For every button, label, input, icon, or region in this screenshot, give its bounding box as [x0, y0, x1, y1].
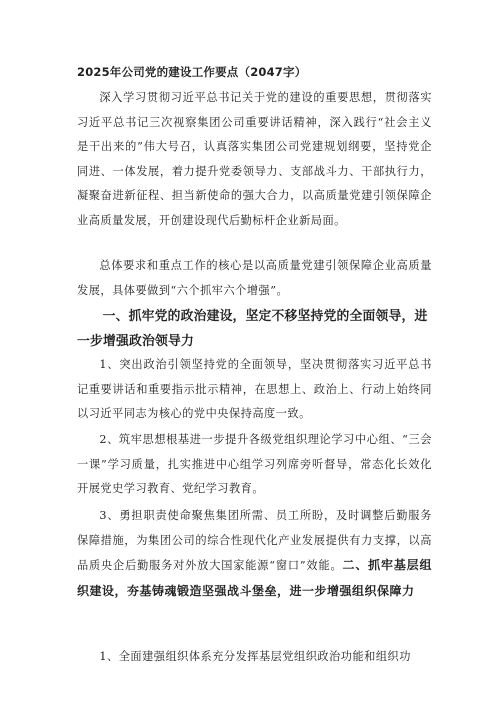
overall-requirements-paragraph: 总体要求和重点工作的核心是以高质量党建引领保障企业高质量发展，具体要做到“六个抓牢六个增强”。 — [77, 259, 432, 297]
intro-paragraph: 深入学习贯彻习近平总书记关于党的建设的重要思想，贯彻落实习近平总书记三次视察集团公司重要讲话精神，深入践行“社会主义是干出来的”伟大号召，认真落实集团公司党建规划纲要，坚持党企同进、一体发展，着力提升党委领导力、支部战斗力、干部执行力，凝聚奋进新征程、担当新使命的强大合力，以高质量党建引领保障企业高质量发展，开创建设现代后勤标杆企业新局面。 — [77, 91, 432, 227]
document-title: 2025年公司党的建设工作要点（2047字） — [77, 65, 307, 79]
item-4-paragraph: 1、全面建强组织体系充分发挥基层党组织政治功能和组织功 — [99, 650, 411, 663]
section-1-heading: 一、抓牢党的政治建设，坚定不移坚持党的全面领导，进一步增强政治领导力 — [77, 309, 428, 349]
item-3-paragraph — [77, 504, 432, 604]
item-1-paragraph: 1、突出政治引领坚持党的全面领导，坚决贯彻落实习近平总书记重要讲话和重要指示批示精神，在思想上、政治上、行动上始终同以习近平同志为核心的党中央保持高度一致。 — [77, 358, 432, 420]
item-2-paragraph: 2、筑牢思想根基进一步提升各级党组织理论学习中心组、“三会一课”学习质量，扎实推进中心组学习列席旁听督导，常态化长效化开展党史学习教育、党纪学习教育。 — [77, 433, 432, 495]
section-2-heading: 二、抓牢基层组织建设，夯基铸魂锻造坚强战斗堡垒，进一步增强组织保障力 — [77, 558, 432, 598]
item-3-text: 3、勇担职责使命聚焦集团所需、员工所盼，及时调整后勤服务保障措施，为集团公司的综合性现代化产业发展提供有力支撑，以高品质央企后勤服务对外放大国家能源“窗口”效能。 — [77, 509, 432, 572]
